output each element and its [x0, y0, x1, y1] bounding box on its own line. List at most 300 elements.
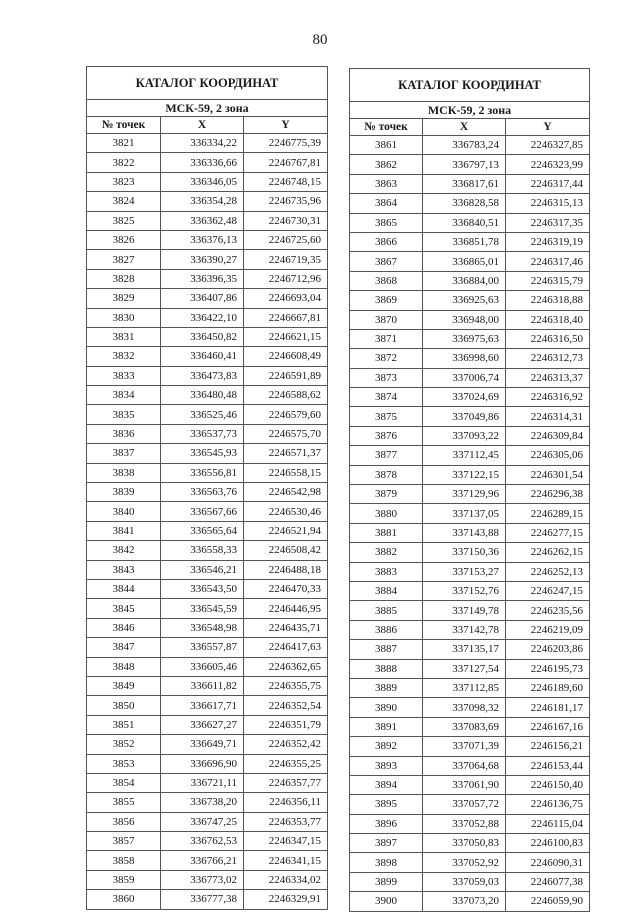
table-row [87, 735, 328, 754]
x-coordinate-cell: 336336,66 [161, 153, 244, 172]
table-row [350, 834, 590, 853]
x-coordinate-cell: 336783,24 [423, 136, 506, 155]
point-number-cell: 3850 [87, 696, 161, 715]
y-coordinate-cell: 2246100,83 [506, 834, 590, 853]
x-coordinate-cell: 336563,76 [161, 483, 244, 502]
x-coordinate-cell: 336998,60 [423, 349, 506, 368]
y-coordinate-cell: 2246247,15 [506, 581, 590, 600]
y-coordinate-cell: 2246219,09 [506, 620, 590, 639]
y-coordinate-cell: 2246090,31 [506, 853, 590, 872]
x-coordinate-cell: 336766,21 [161, 851, 244, 870]
y-coordinate-cell: 2246319,19 [506, 232, 590, 251]
y-coordinate-cell: 2246115,04 [506, 814, 590, 833]
point-number-cell: 3848 [87, 657, 161, 676]
y-coordinate-cell: 2246153,44 [506, 756, 590, 775]
y-coordinate-cell: 2246571,37 [244, 444, 328, 463]
x-coordinate-cell: 336762,53 [161, 832, 244, 851]
catalog-body-left [87, 134, 328, 910]
point-number-cell: 3869 [350, 291, 423, 310]
x-coordinate-cell: 336747,25 [161, 812, 244, 831]
point-number-cell: 3894 [350, 775, 423, 794]
point-number-cell: 3878 [350, 465, 423, 484]
table-row [350, 640, 590, 659]
point-number-cell: 3842 [87, 541, 161, 560]
table-row [350, 213, 590, 232]
x-coordinate-cell: 336362,48 [161, 211, 244, 230]
point-number-cell: 3841 [87, 521, 161, 540]
x-coordinate-cell: 336797,13 [423, 155, 506, 174]
y-coordinate-cell: 2246334,02 [244, 870, 328, 889]
x-coordinate-cell: 336557,87 [161, 638, 244, 657]
table-row [350, 601, 590, 620]
x-coordinate-cell: 336390,27 [161, 250, 244, 269]
point-number-cell: 3859 [87, 870, 161, 889]
x-coordinate-cell: 336537,73 [161, 424, 244, 443]
y-coordinate-cell: 2246693,04 [244, 289, 328, 308]
y-coordinate-cell: 2246136,75 [506, 795, 590, 814]
x-coordinate-cell: 337142,78 [423, 620, 506, 639]
x-coordinate-cell: 337112,85 [423, 678, 506, 697]
x-coordinate-cell: 336925,63 [423, 291, 506, 310]
table-row [350, 368, 590, 387]
table-row [350, 465, 590, 484]
point-number-cell: 3833 [87, 366, 161, 385]
table-row [350, 581, 590, 600]
point-number-cell: 3893 [350, 756, 423, 775]
point-number-cell: 3835 [87, 405, 161, 424]
x-coordinate-cell: 336546,21 [161, 560, 244, 579]
table-row [87, 541, 328, 560]
table-row [87, 793, 328, 812]
table-row [87, 715, 328, 734]
y-coordinate-cell: 2246313,37 [506, 368, 590, 387]
point-number-cell: 3858 [87, 851, 161, 870]
y-coordinate-cell: 2246351,79 [244, 715, 328, 734]
x-coordinate-cell: 336617,71 [161, 696, 244, 715]
table-row [87, 676, 328, 695]
point-number-cell: 3855 [87, 793, 161, 812]
x-coordinate-cell: 337049,86 [423, 407, 506, 426]
y-coordinate-cell: 2246059,90 [506, 892, 590, 911]
point-number-cell: 3891 [350, 717, 423, 736]
point-number-cell: 3863 [350, 174, 423, 193]
x-coordinate-cell: 337153,27 [423, 562, 506, 581]
point-number-cell: 3890 [350, 698, 423, 717]
point-number-cell: 3845 [87, 599, 161, 618]
point-number-cell: 3853 [87, 754, 161, 773]
point-number-cell: 3860 [87, 890, 161, 909]
point-number-cell: 3840 [87, 502, 161, 521]
point-number-cell: 3881 [350, 523, 423, 542]
point-number-cell: 3847 [87, 638, 161, 657]
table-row [87, 870, 328, 889]
x-coordinate-cell: 336721,11 [161, 773, 244, 792]
point-number-cell: 3864 [350, 194, 423, 213]
y-coordinate-cell: 2246588,62 [244, 386, 328, 405]
point-number-cell: 3889 [350, 678, 423, 697]
point-number-cell: 3870 [350, 310, 423, 329]
y-coordinate-cell: 2246305,06 [506, 446, 590, 465]
table-row [87, 851, 328, 870]
y-coordinate-cell: 2246329,91 [244, 890, 328, 909]
y-coordinate-cell: 2246355,75 [244, 676, 328, 695]
point-number-cell: 3875 [350, 407, 423, 426]
point-number-cell: 3895 [350, 795, 423, 814]
point-number-cell: 3828 [87, 269, 161, 288]
point-number-cell: 3898 [350, 853, 423, 872]
table-row [350, 892, 590, 911]
x-coordinate-cell: 337127,54 [423, 659, 506, 678]
x-coordinate-cell: 337064,68 [423, 756, 506, 775]
x-coordinate-cell: 336480,48 [161, 386, 244, 405]
x-coordinate-cell: 337006,74 [423, 368, 506, 387]
point-number-cell: 3826 [87, 230, 161, 249]
x-coordinate-cell: 336346,05 [161, 172, 244, 191]
table-row [350, 562, 590, 581]
x-coordinate-cell: 336817,61 [423, 174, 506, 193]
x-coordinate-cell: 337149,78 [423, 601, 506, 620]
table-row [350, 194, 590, 213]
point-number-cell: 3886 [350, 620, 423, 639]
y-coordinate-cell: 2246077,38 [506, 872, 590, 891]
point-number-cell: 3862 [350, 155, 423, 174]
x-coordinate-cell: 337093,22 [423, 426, 506, 445]
point-number-cell: 3824 [87, 192, 161, 211]
point-number-cell: 3892 [350, 737, 423, 756]
table-row [350, 174, 590, 193]
y-coordinate-cell: 2246712,96 [244, 269, 328, 288]
column-header-x: X [161, 117, 244, 134]
x-coordinate-cell: 336948,00 [423, 310, 506, 329]
table-row [87, 812, 328, 831]
table-row [87, 347, 328, 366]
point-number-cell: 3885 [350, 601, 423, 620]
y-coordinate-cell: 2246327,85 [506, 136, 590, 155]
point-number-cell: 3876 [350, 426, 423, 445]
y-coordinate-cell: 2246312,73 [506, 349, 590, 368]
y-coordinate-cell: 2246317,35 [506, 213, 590, 232]
point-number-cell: 3871 [350, 329, 423, 348]
point-number-cell: 3831 [87, 327, 161, 346]
y-coordinate-cell: 2246150,40 [506, 775, 590, 794]
y-coordinate-cell: 2246189,60 [506, 678, 590, 697]
point-number-cell: 3837 [87, 444, 161, 463]
table-row [87, 618, 328, 637]
y-coordinate-cell: 2246362,65 [244, 657, 328, 676]
x-coordinate-cell: 336851,78 [423, 232, 506, 251]
point-number-cell: 3874 [350, 388, 423, 407]
point-number-cell: 3899 [350, 872, 423, 891]
x-coordinate-cell: 337052,88 [423, 814, 506, 833]
point-number-cell: 3823 [87, 172, 161, 191]
x-coordinate-cell: 337137,05 [423, 504, 506, 523]
y-coordinate-cell: 2246181,17 [506, 698, 590, 717]
x-coordinate-cell: 337098,32 [423, 698, 506, 717]
y-coordinate-cell: 2246530,46 [244, 502, 328, 521]
x-coordinate-cell: 337083,69 [423, 717, 506, 736]
y-coordinate-cell: 2246353,77 [244, 812, 328, 831]
x-coordinate-cell: 336473,83 [161, 366, 244, 385]
y-coordinate-cell: 2246767,81 [244, 153, 328, 172]
x-coordinate-cell: 336865,01 [423, 252, 506, 271]
y-coordinate-cell: 2246488,18 [244, 560, 328, 579]
y-coordinate-cell: 2246235,56 [506, 601, 590, 620]
table-row [350, 756, 590, 775]
table-row [87, 289, 328, 308]
y-coordinate-cell: 2246725,60 [244, 230, 328, 249]
table-row [350, 136, 590, 155]
point-number-cell: 3880 [350, 504, 423, 523]
table-row [350, 523, 590, 542]
table-row [350, 252, 590, 271]
table-row [350, 698, 590, 717]
y-coordinate-cell: 2246347,15 [244, 832, 328, 851]
y-coordinate-cell: 2246356,11 [244, 793, 328, 812]
table-row [87, 754, 328, 773]
x-coordinate-cell: 336376,13 [161, 230, 244, 249]
point-number-cell: 3838 [87, 463, 161, 482]
y-coordinate-cell: 2246748,15 [244, 172, 328, 191]
point-number-cell: 3879 [350, 485, 423, 504]
point-number-cell: 3832 [87, 347, 161, 366]
table-row [87, 483, 328, 502]
x-coordinate-cell: 336548,98 [161, 618, 244, 637]
y-coordinate-cell: 2246309,84 [506, 426, 590, 445]
x-coordinate-cell: 337073,20 [423, 892, 506, 911]
point-number-cell: 3888 [350, 659, 423, 678]
y-coordinate-cell: 2246558,15 [244, 463, 328, 482]
y-coordinate-cell: 2246357,77 [244, 773, 328, 792]
table-row [87, 832, 328, 851]
y-coordinate-cell: 2246446,95 [244, 599, 328, 618]
x-coordinate-cell: 336545,93 [161, 444, 244, 463]
point-number-cell: 3825 [87, 211, 161, 230]
table-row [87, 657, 328, 676]
y-coordinate-cell: 2246591,89 [244, 366, 328, 385]
point-number-cell: 3887 [350, 640, 423, 659]
x-coordinate-cell: 337152,76 [423, 581, 506, 600]
x-coordinate-cell: 336565,64 [161, 521, 244, 540]
y-coordinate-cell: 2246435,71 [244, 618, 328, 637]
table-row [350, 659, 590, 678]
table-row [87, 502, 328, 521]
point-number-cell: 3857 [87, 832, 161, 851]
x-coordinate-cell: 337122,15 [423, 465, 506, 484]
table-row [87, 463, 328, 482]
table-row [350, 232, 590, 251]
x-coordinate-cell: 337059,03 [423, 872, 506, 891]
x-coordinate-cell: 336525,46 [161, 405, 244, 424]
table-row [350, 155, 590, 174]
table-row [87, 230, 328, 249]
y-coordinate-cell: 2246521,94 [244, 521, 328, 540]
y-coordinate-cell: 2246156,21 [506, 737, 590, 756]
point-number-cell: 3873 [350, 368, 423, 387]
point-number-cell: 3829 [87, 289, 161, 308]
x-coordinate-cell: 337061,90 [423, 775, 506, 794]
y-coordinate-cell: 2246277,15 [506, 523, 590, 542]
point-number-cell: 3900 [350, 892, 423, 911]
coordinate-catalog-left [86, 66, 328, 910]
x-coordinate-cell: 336422,10 [161, 308, 244, 327]
x-coordinate-cell: 336460,41 [161, 347, 244, 366]
table-row [350, 349, 590, 368]
x-coordinate-cell: 337052,92 [423, 853, 506, 872]
table-row [350, 426, 590, 445]
point-number-cell: 3884 [350, 581, 423, 600]
y-coordinate-cell: 2246262,15 [506, 543, 590, 562]
table-row [87, 521, 328, 540]
x-coordinate-cell: 337050,83 [423, 834, 506, 853]
table-row [87, 269, 328, 288]
table-row [87, 599, 328, 618]
table-row [350, 388, 590, 407]
point-number-cell: 3861 [350, 136, 423, 155]
point-number-cell: 3846 [87, 618, 161, 637]
table-row [350, 291, 590, 310]
point-number-cell: 3821 [87, 134, 161, 153]
x-coordinate-cell: 336407,86 [161, 289, 244, 308]
point-number-cell: 3854 [87, 773, 161, 792]
y-coordinate-cell: 2246470,33 [244, 579, 328, 598]
x-coordinate-cell: 336777,38 [161, 890, 244, 909]
y-coordinate-cell: 2246203,86 [506, 640, 590, 659]
y-coordinate-cell: 2246315,13 [506, 194, 590, 213]
y-coordinate-cell: 2246730,31 [244, 211, 328, 230]
point-number-cell: 3872 [350, 349, 423, 368]
table-row [350, 271, 590, 290]
table-row [87, 153, 328, 172]
point-number-cell: 3852 [87, 735, 161, 754]
table-row [350, 310, 590, 329]
coordinate-system-label: МСК-59, 2 зона [350, 102, 590, 119]
x-coordinate-cell: 336840,51 [423, 213, 506, 232]
x-coordinate-cell: 336884,00 [423, 271, 506, 290]
y-coordinate-cell: 2246417,63 [244, 638, 328, 657]
table-row [87, 172, 328, 191]
y-coordinate-cell: 2246579,60 [244, 405, 328, 424]
point-number-cell: 3836 [87, 424, 161, 443]
y-coordinate-cell: 2246542,98 [244, 483, 328, 502]
y-coordinate-cell: 2246314,31 [506, 407, 590, 426]
table-row [350, 543, 590, 562]
point-number-cell: 3877 [350, 446, 423, 465]
x-coordinate-cell: 337135,17 [423, 640, 506, 659]
x-coordinate-cell: 337143,88 [423, 523, 506, 542]
table-row [87, 386, 328, 405]
x-coordinate-cell: 337024,69 [423, 388, 506, 407]
point-number-cell: 3830 [87, 308, 161, 327]
table-row [87, 308, 328, 327]
table-row [350, 620, 590, 639]
table-row [87, 405, 328, 424]
y-coordinate-cell: 2246318,40 [506, 310, 590, 329]
x-coordinate-cell: 336738,20 [161, 793, 244, 812]
y-coordinate-cell: 2246608,49 [244, 347, 328, 366]
point-number-cell: 3822 [87, 153, 161, 172]
x-coordinate-cell: 336696,90 [161, 754, 244, 773]
table-row [350, 872, 590, 891]
point-number-cell: 3851 [87, 715, 161, 734]
table-row [350, 795, 590, 814]
x-coordinate-cell: 336649,71 [161, 735, 244, 754]
table-row [87, 560, 328, 579]
x-coordinate-cell: 336627,27 [161, 715, 244, 734]
column-header-y: Y [244, 117, 328, 134]
y-coordinate-cell: 2246352,42 [244, 735, 328, 754]
point-number-cell: 3834 [87, 386, 161, 405]
page-number: 80 [312, 32, 328, 48]
coordinate-system-label: МСК-59, 2 зона [87, 100, 328, 117]
table-row [87, 890, 328, 909]
x-coordinate-cell: 337071,39 [423, 737, 506, 756]
y-coordinate-cell: 2246323,99 [506, 155, 590, 174]
table-row [87, 444, 328, 463]
table-row [350, 853, 590, 872]
table-row [350, 678, 590, 697]
table-row [350, 407, 590, 426]
y-coordinate-cell: 2246289,15 [506, 504, 590, 523]
y-coordinate-cell: 2246195,73 [506, 659, 590, 678]
table-row [87, 250, 328, 269]
y-coordinate-cell: 2246775,39 [244, 134, 328, 153]
table-row [87, 134, 328, 153]
x-coordinate-cell: 337150,36 [423, 543, 506, 562]
table-row [350, 329, 590, 348]
y-coordinate-cell: 2246508,42 [244, 541, 328, 560]
point-number-cell: 3868 [350, 271, 423, 290]
y-coordinate-cell: 2246735,96 [244, 192, 328, 211]
y-coordinate-cell: 2246341,15 [244, 851, 328, 870]
y-coordinate-cell: 2246301,54 [506, 465, 590, 484]
x-coordinate-cell: 336605,46 [161, 657, 244, 676]
y-coordinate-cell: 2246355,25 [244, 754, 328, 773]
point-number-cell: 3882 [350, 543, 423, 562]
table-row [87, 424, 328, 443]
y-coordinate-cell: 2246318,88 [506, 291, 590, 310]
table-row [350, 737, 590, 756]
table-row [87, 696, 328, 715]
table-row [350, 446, 590, 465]
table-row [350, 775, 590, 794]
table-row [350, 814, 590, 833]
x-coordinate-cell: 336975,63 [423, 329, 506, 348]
catalog-title: КАТАЛОГ КООРДИНАТ [350, 69, 590, 102]
y-coordinate-cell: 2246167,16 [506, 717, 590, 736]
catalog-title: КАТАЛОГ КООРДИНАТ [87, 67, 328, 100]
table-row [87, 579, 328, 598]
table-row [350, 504, 590, 523]
y-coordinate-cell: 2246352,54 [244, 696, 328, 715]
x-coordinate-cell: 336567,66 [161, 502, 244, 521]
catalog-body-right [350, 136, 590, 912]
y-coordinate-cell: 2246317,44 [506, 174, 590, 193]
column-header-x: X [423, 119, 506, 136]
column-header-y: Y [506, 119, 590, 136]
x-coordinate-cell: 336545,59 [161, 599, 244, 618]
table-row [87, 366, 328, 385]
x-coordinate-cell: 336558,33 [161, 541, 244, 560]
x-coordinate-cell: 336543,50 [161, 579, 244, 598]
column-header-point-number: № точек [350, 119, 423, 136]
x-coordinate-cell: 336396,35 [161, 269, 244, 288]
x-coordinate-cell: 337057,72 [423, 795, 506, 814]
x-coordinate-cell: 337112,45 [423, 446, 506, 465]
x-coordinate-cell: 336611,82 [161, 676, 244, 695]
column-header-point-number: № точек [87, 117, 161, 134]
x-coordinate-cell: 337129,96 [423, 485, 506, 504]
table-row [87, 773, 328, 792]
